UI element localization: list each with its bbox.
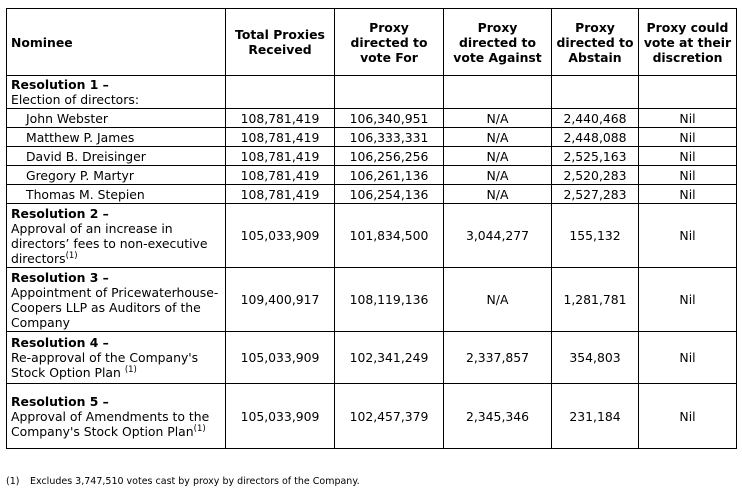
- footnote-reference: (1): [124, 365, 137, 375]
- vote-for: 106,256,256: [335, 147, 444, 166]
- vote-against: N/A: [444, 185, 552, 204]
- total-proxies: 108,781,419: [226, 166, 335, 185]
- vote-for: 102,457,379: [335, 384, 444, 449]
- discretion: Nil: [639, 185, 737, 204]
- header-nominee: Nominee: [7, 9, 226, 76]
- total-proxies: 105,033,909: [226, 204, 335, 268]
- resolution-label: [7, 204, 226, 268]
- abstain: 2,525,163: [552, 147, 639, 166]
- abstain: 354,803: [552, 332, 639, 384]
- header-abstain: Proxy directed to Abstain: [552, 9, 639, 76]
- header-discretion: Proxy could vote at their discretion: [639, 9, 737, 76]
- abstain: 2,527,283: [552, 185, 639, 204]
- total-proxies: 109,400,917: [226, 268, 335, 332]
- empty-cell: [335, 76, 444, 109]
- vote-against: N/A: [444, 147, 552, 166]
- header-vote-against: Proxy directed to vote Against: [444, 9, 552, 76]
- header-total-proxies: Total Proxies Received: [226, 9, 335, 76]
- empty-cell: [444, 76, 552, 109]
- vote-against: N/A: [444, 268, 552, 332]
- resolution-description: Approval of Amendments to the Company's Stock Option Plan: [11, 408, 210, 439]
- discretion: Nil: [639, 147, 737, 166]
- resolution-title: Resolution 1 –: [11, 77, 109, 92]
- footnote-marker: (1): [6, 476, 20, 487]
- resolution-label: [7, 332, 226, 384]
- abstain: 1,281,781: [552, 268, 639, 332]
- total-proxies: 108,781,419: [226, 185, 335, 204]
- resolution-title: Resolution 2 –: [11, 205, 109, 221]
- resolution-title: Resolution 4 –: [11, 335, 109, 350]
- vote-against: 3,044,277: [444, 204, 552, 268]
- discretion: Nil: [639, 128, 737, 147]
- footnote-text: Excludes 3,747,510 votes cast by proxy by directors of the Company.: [30, 476, 360, 487]
- footnote-reference: (1): [193, 423, 206, 434]
- table-header-row: [7, 9, 737, 76]
- footnote: [6, 476, 360, 487]
- total-proxies: 108,781,419: [226, 147, 335, 166]
- vote-for: 102,341,249: [335, 332, 444, 384]
- discretion: Nil: [639, 384, 737, 449]
- resolution-label: [7, 268, 226, 332]
- discretion: Nil: [639, 268, 737, 332]
- nominee-name: John Webster: [7, 109, 226, 128]
- resolution-4-row: [7, 332, 737, 384]
- vote-for: 106,340,951: [335, 109, 444, 128]
- abstain: 155,132: [552, 204, 639, 268]
- resolution-description: Re-approval of the Company's Stock Option Plan: [11, 350, 199, 380]
- abstain: 2,440,468: [552, 109, 639, 128]
- nominee-name: Thomas M. Stepien: [7, 185, 226, 204]
- discretion: Nil: [639, 166, 737, 185]
- abstain: 2,520,283: [552, 166, 639, 185]
- total-proxies: 105,033,909: [226, 384, 335, 449]
- resolution-1-row: [7, 76, 737, 109]
- vote-against: N/A: [444, 128, 552, 147]
- vote-for: 101,834,500: [335, 204, 444, 268]
- nominee-name: Gregory P. Martyr: [7, 166, 226, 185]
- resolution-2-row: [7, 204, 737, 268]
- vote-against: 2,337,857: [444, 332, 552, 384]
- vote-against: N/A: [444, 166, 552, 185]
- vote-against: 2,345,346: [444, 384, 552, 449]
- vote-for: 106,254,136: [335, 185, 444, 204]
- discretion: Nil: [639, 109, 737, 128]
- table-row: [7, 147, 737, 166]
- table-row: [7, 185, 737, 204]
- total-proxies: 108,781,419: [226, 128, 335, 147]
- total-proxies: 108,781,419: [226, 109, 335, 128]
- vote-for: 106,261,136: [335, 166, 444, 185]
- vote-against: N/A: [444, 109, 552, 128]
- resolution-description: Election of directors:: [11, 92, 139, 107]
- resolution-title: Resolution 3 –: [11, 269, 109, 285]
- resolution-description: Approval of an increase in directors’ fees to non-executive directors: [11, 220, 208, 266]
- table-row: [7, 109, 737, 128]
- empty-cell: [226, 76, 335, 109]
- proxy-results-table: [6, 8, 737, 449]
- header-vote-for: Proxy directed to vote For: [335, 9, 444, 76]
- empty-cell: [552, 76, 639, 109]
- footnote-reference: (1): [65, 250, 78, 261]
- resolution-1-label: [7, 76, 226, 109]
- empty-cell: [639, 76, 737, 109]
- resolution-label: [7, 384, 226, 449]
- discretion: Nil: [639, 332, 737, 384]
- resolution-description: Appointment of Pricewaterhouse-Coopers LLP as Auditors of the Company: [11, 284, 219, 330]
- nominee-name: Matthew P. James: [7, 128, 226, 147]
- abstain: 2,448,088: [552, 128, 639, 147]
- abstain: 231,184: [552, 384, 639, 449]
- table-row: [7, 166, 737, 185]
- nominee-name: David B. Dreisinger: [7, 147, 226, 166]
- discretion: Nil: [639, 204, 737, 268]
- vote-for: 108,119,136: [335, 268, 444, 332]
- resolution-title: Resolution 5 –: [11, 393, 109, 409]
- vote-for: 106,333,331: [335, 128, 444, 147]
- resolution-3-row: [7, 268, 737, 332]
- total-proxies: 105,033,909: [226, 332, 335, 384]
- table-row: [7, 128, 737, 147]
- resolution-5-row: [7, 384, 737, 449]
